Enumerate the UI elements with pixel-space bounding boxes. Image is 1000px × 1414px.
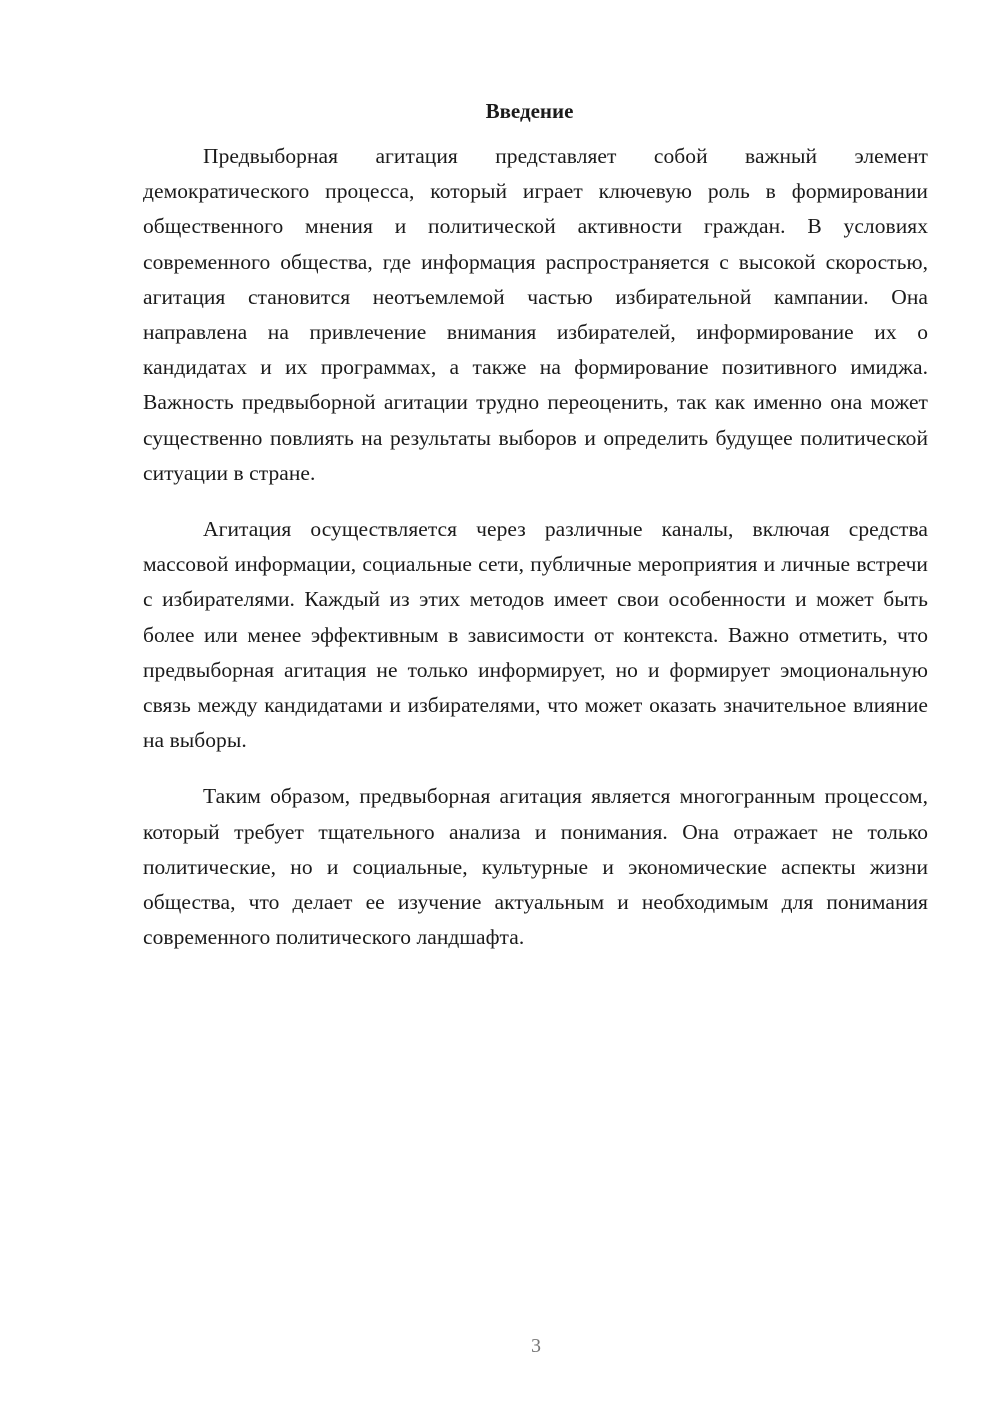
paragraph-2: Агитация осуществляется через различные каналы, включая средства массовой информации, социальные сети, публичные мероприятия и личные встречи с избирателями. Каждый из этих методов имеет свои особенности и может быть более или менее эффективным в зависимости от контекста. Важно отметить, что предвыборная агитация не только информирует, но и формирует эмоциональную связь между кандидатами и избирателями, что может оказать значительное влияние на выборы. bbox=[143, 517, 928, 753]
paragraph-1: Предвыборная агитация представляет собой важный элемент демократического процесса, который играет ключевую роль в формировании общественного мнения и политической активности граждан. В условиях современного общества, где информация распространяется с высокой скоростью, агитация становится неотъемлемой частью избирательной кампании. Она направлена на привлечение внимания избирателей, информирование их о кандидатах и их программах, а также на формирование позитивного имиджа. Важность предвыборной агитации трудно переоценить, так как именно она может существенно повлиять на результаты выборов и определить будущее политической ситуации в стране. bbox=[143, 144, 928, 485]
page-content bbox=[143, 93, 928, 955]
page-number: 3 bbox=[531, 1335, 541, 1357]
section-heading: Введение bbox=[485, 99, 574, 123]
paragraph-3: Таким образом, предвыборная агитация является многогранным процессом, который требует тщательного анализа и понимания. Она отражает не только политические, но и социальные, культурные и экономические аспекты жизни общества, что делает ее изучение актуальным и необходимым для понимания современного политического ландшафта. bbox=[143, 784, 928, 950]
